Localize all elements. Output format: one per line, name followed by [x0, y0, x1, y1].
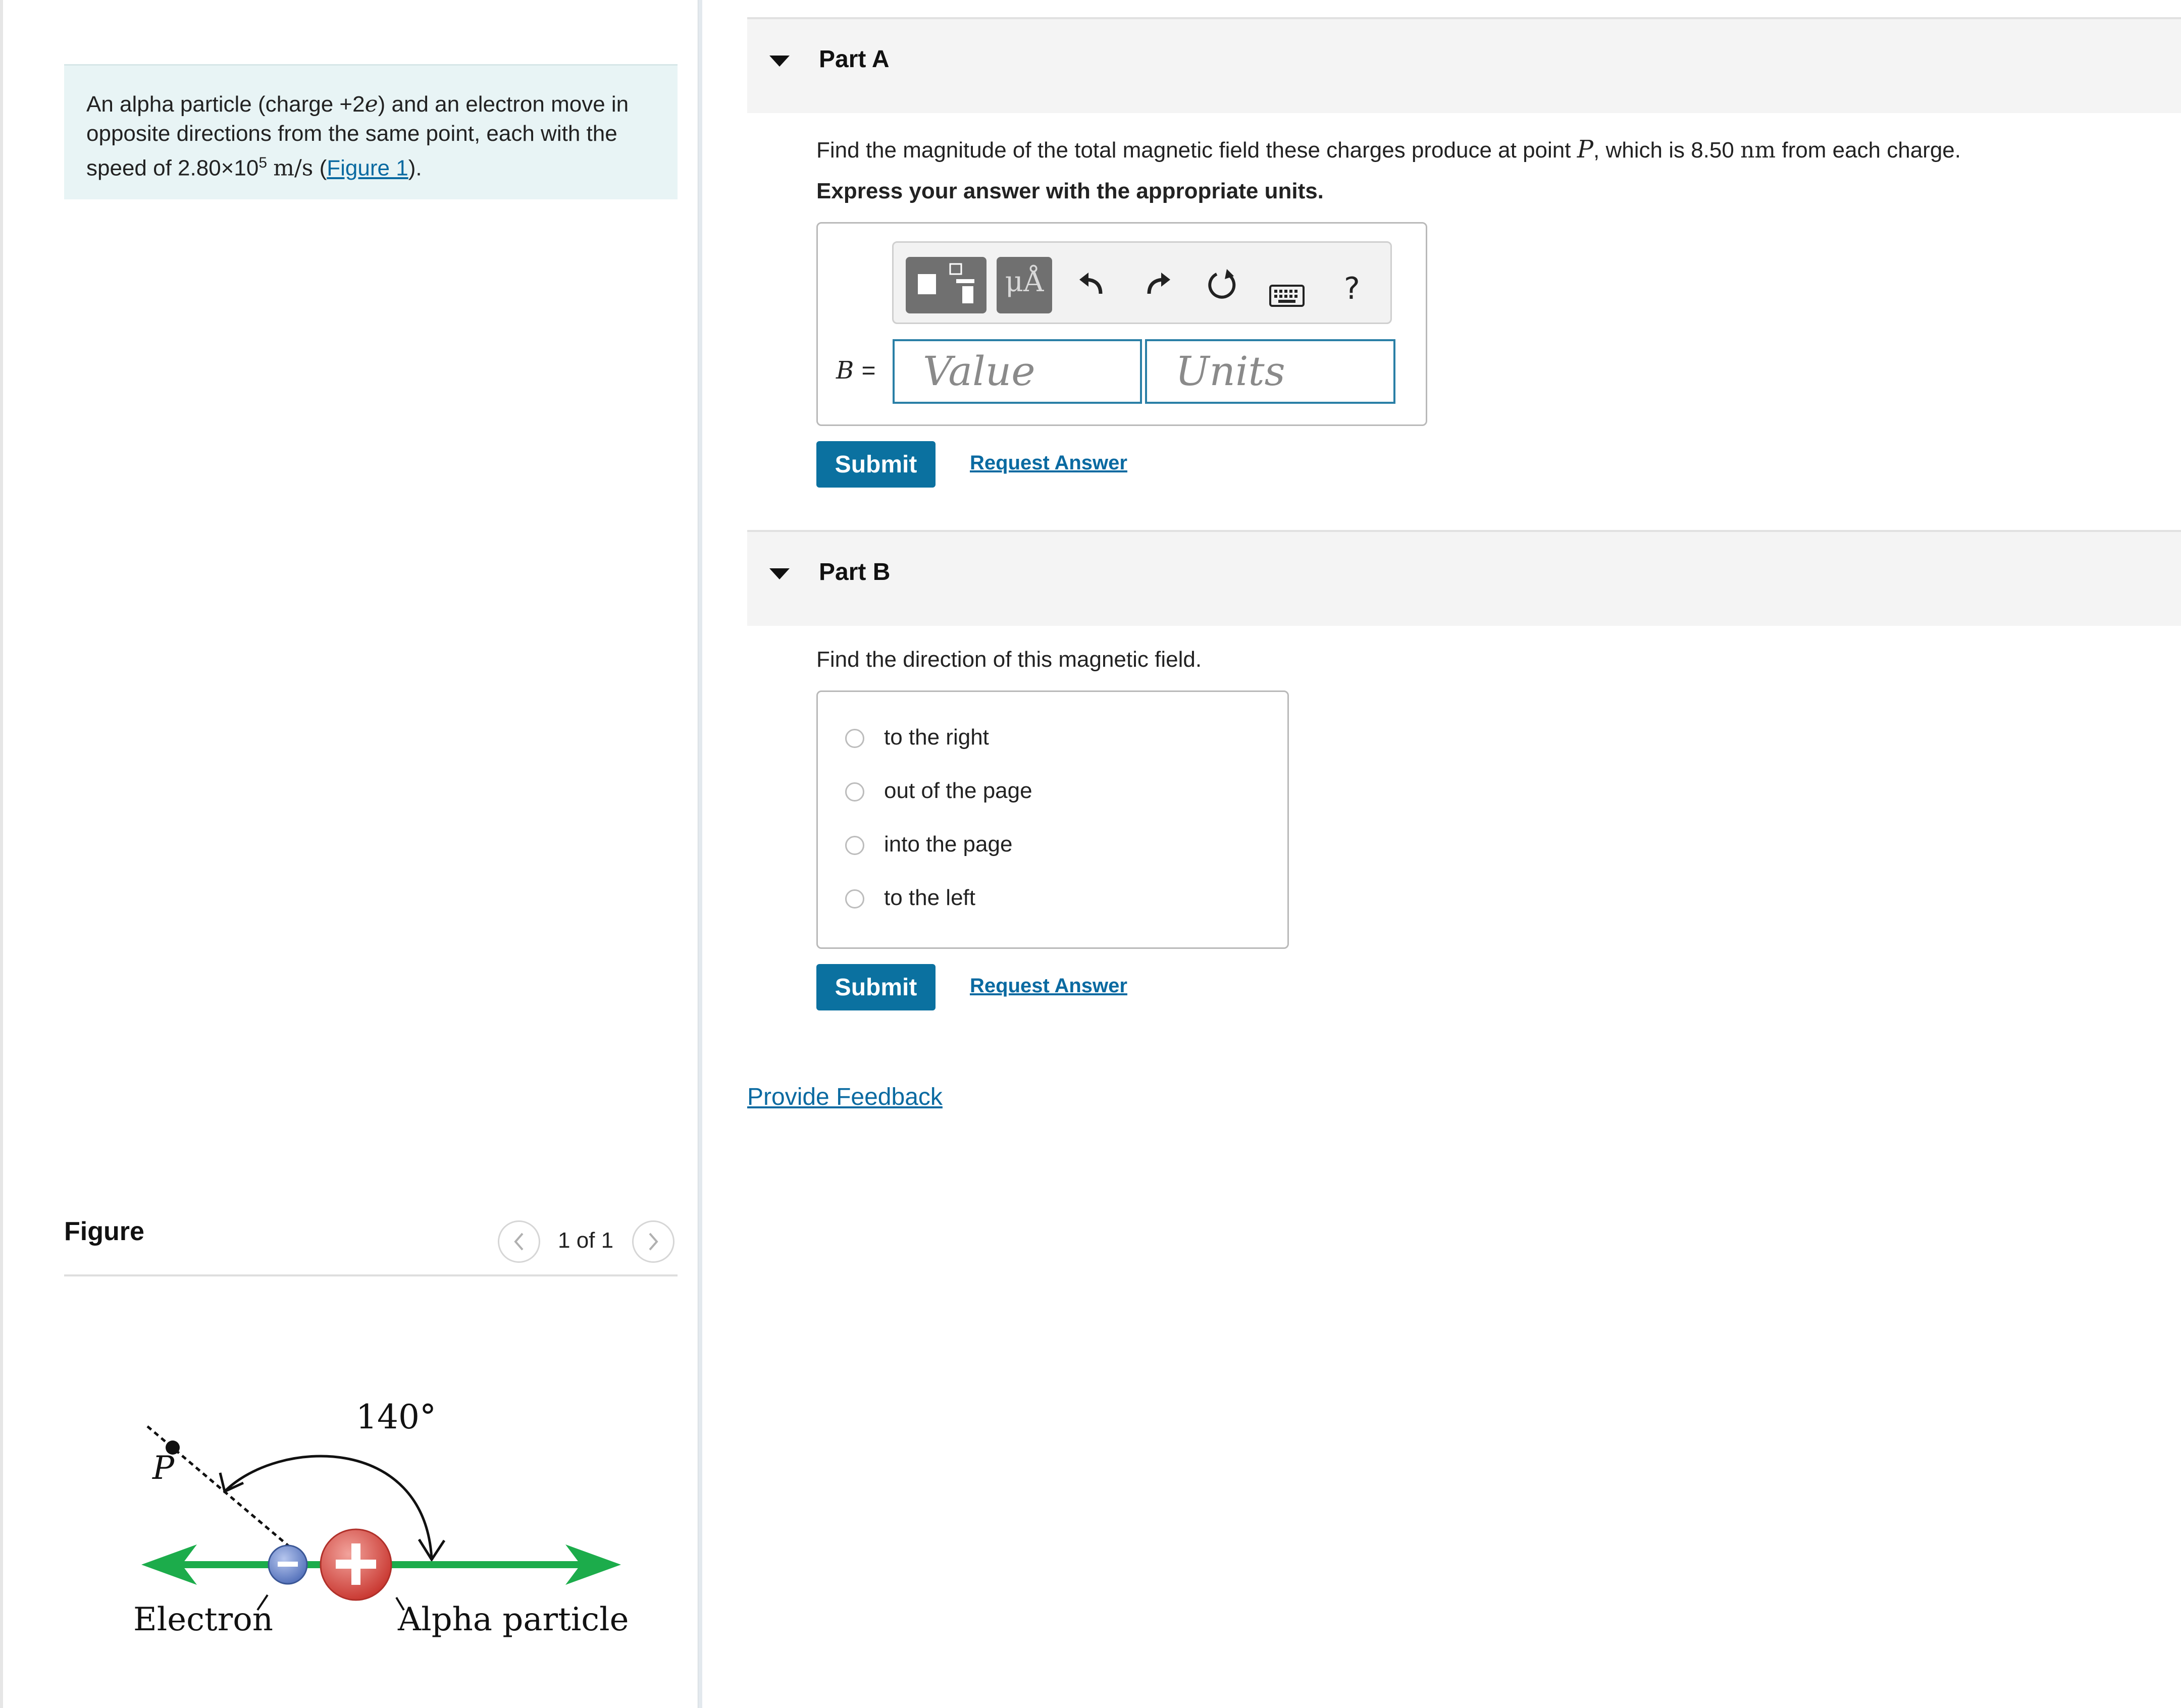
provide-feedback-link[interactable]: Provide Feedback: [747, 1084, 943, 1110]
caret-down-icon[interactable]: [769, 568, 790, 579]
part-a-submit-button[interactable]: Submit: [816, 441, 936, 488]
minus-sign: [278, 1562, 298, 1567]
prompt-text: , which is 8.50: [1593, 138, 1734, 163]
speed-value: speed of 2.80×10: [86, 155, 259, 181]
part-b-submit-button[interactable]: Submit: [816, 964, 936, 1010]
part-b-title: Part B: [819, 559, 891, 585]
plus-vertical: [351, 1543, 360, 1585]
problem-line-1: [86, 90, 655, 119]
undo-button[interactable]: [1076, 268, 1107, 307]
caret-down-icon[interactable]: [769, 56, 790, 67]
left-edge: [0, 0, 3, 1708]
point-p-label: P: [152, 1450, 175, 1487]
part-b-request-answer-link[interactable]: Request Answer: [970, 975, 1127, 997]
template-button[interactable]: [906, 257, 986, 313]
pane-divider[interactable]: [698, 0, 702, 1708]
figure-link[interactable]: Figure 1: [327, 155, 408, 181]
arc-arrowhead-left: [220, 1473, 243, 1491]
option-label[interactable]: into the page: [884, 832, 1013, 857]
radio-out-of-the-page[interactable]: [845, 782, 864, 802]
chevron-right-icon: [646, 1232, 661, 1252]
undo-icon: [1076, 269, 1107, 299]
keyboard-button[interactable]: [1269, 276, 1305, 315]
problem-statement: [64, 64, 678, 199]
speed-exponent: 5: [258, 154, 267, 171]
figure-divider: [64, 1274, 678, 1276]
charge-symbol: e: [365, 91, 378, 117]
variable-symbol: B: [836, 356, 854, 385]
part-a-header[interactable]: [747, 17, 2181, 113]
prompt-text: Find the magnitude of the total magnetic field these charges produce at point: [816, 138, 1571, 163]
value-input[interactable]: Value: [893, 339, 1142, 404]
template-icon: [906, 257, 986, 313]
alpha-label: Alpha particle: [398, 1601, 629, 1638]
speed-unit: m/s: [273, 155, 314, 181]
radio-into-the-page[interactable]: [845, 836, 864, 855]
redo-icon: [1143, 269, 1173, 299]
units-button[interactable]: μÅ: [997, 257, 1052, 313]
radio-to-the-left[interactable]: [845, 889, 864, 909]
math-toolbar: [892, 241, 1392, 324]
problem-line-3: [86, 148, 655, 183]
option-label[interactable]: to the left: [884, 885, 976, 910]
part-b-header[interactable]: [747, 530, 2181, 626]
paren: (: [319, 155, 327, 181]
part-a-prompt: [816, 135, 1961, 164]
point-symbol: P: [1577, 135, 1594, 164]
figure-pager-text: 1 of 1: [558, 1228, 614, 1253]
option-label[interactable]: to the right: [884, 725, 989, 750]
help-button[interactable]: ?: [1344, 271, 1360, 306]
keyboard-icon: [1269, 285, 1305, 307]
problem-line-2: opposite directions from the same point, each with the: [86, 121, 617, 146]
reset-button[interactable]: [1207, 268, 1239, 308]
angle-label: 140°: [356, 1398, 436, 1436]
equals-sign: =: [861, 357, 876, 384]
distance-unit: nm: [1740, 137, 1776, 163]
reset-icon: [1207, 268, 1239, 300]
redo-button[interactable]: [1143, 268, 1173, 307]
answer-variable-label: [836, 356, 876, 385]
prompt-text: from each charge.: [1782, 138, 1961, 163]
problem-text: ) and an electron move in: [378, 92, 629, 117]
part-b-prompt: Find the direction of this magnetic field.: [816, 647, 1202, 672]
units-input[interactable]: Units: [1145, 339, 1395, 404]
option-label[interactable]: out of the page: [884, 778, 1032, 803]
radio-to-the-right[interactable]: [845, 729, 864, 748]
paren: ).: [408, 155, 422, 181]
answer-instruction: Express your answer with the appropriate units.: [816, 179, 1324, 203]
problem-text: An alpha particle (charge +2: [86, 92, 365, 117]
figure-diagram: [101, 1393, 656, 1656]
prev-figure-button[interactable]: [498, 1220, 540, 1263]
next-figure-button[interactable]: [632, 1220, 674, 1263]
chevron-left-icon: [511, 1232, 527, 1252]
figure-title: Figure: [64, 1217, 144, 1246]
part-a-title: Part A: [819, 46, 890, 73]
part-a-request-answer-link[interactable]: Request Answer: [970, 452, 1127, 474]
electron-label: Electron: [133, 1601, 273, 1638]
